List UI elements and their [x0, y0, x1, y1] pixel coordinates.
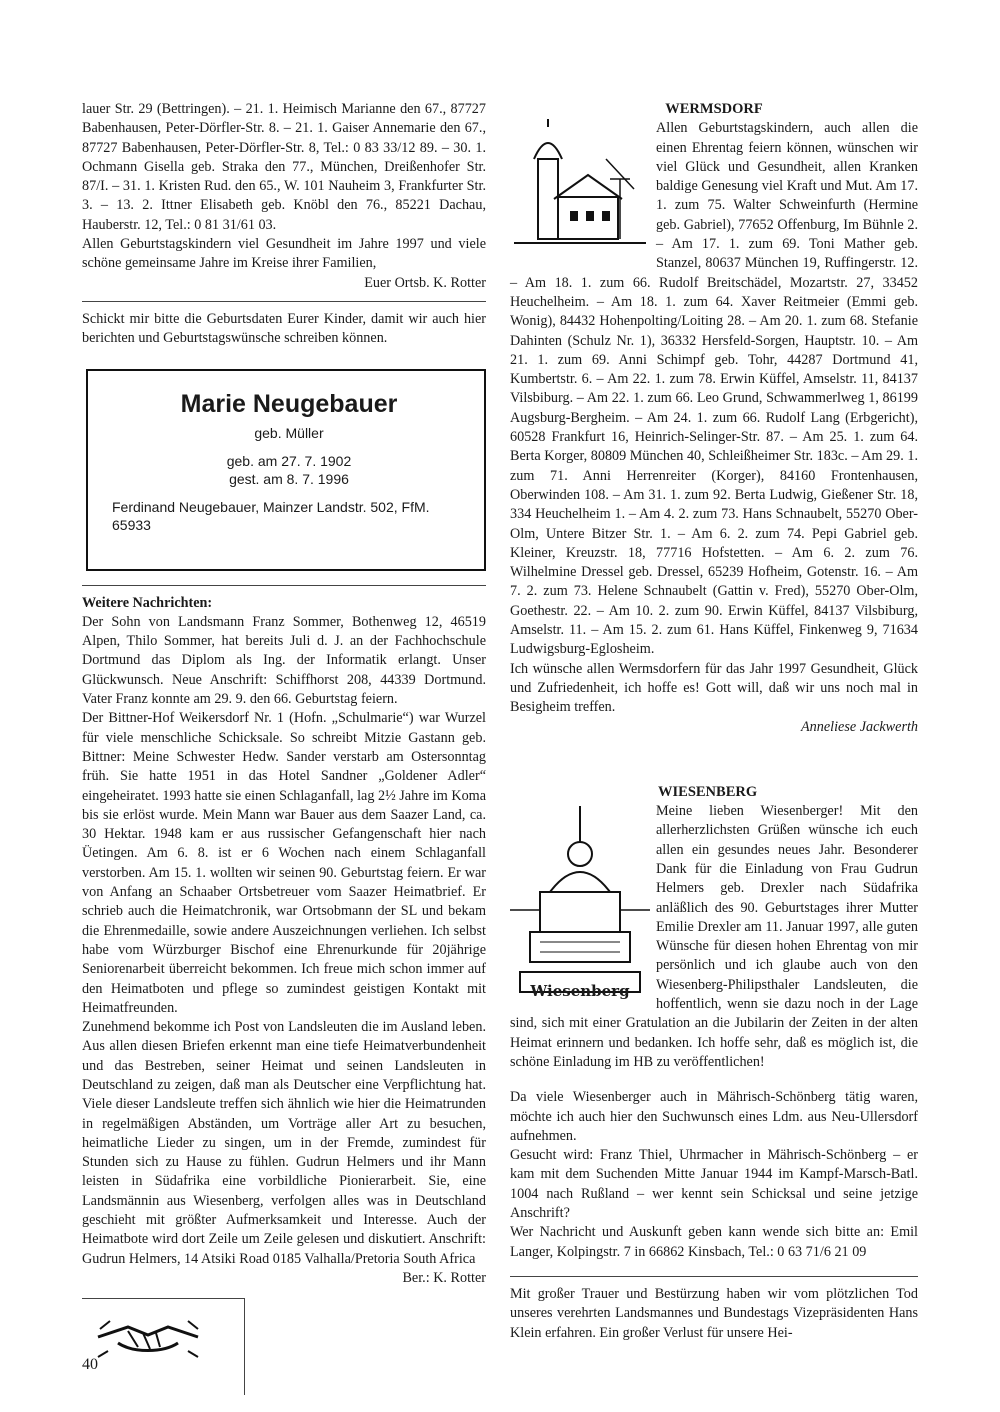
search-paragraph-2: Gesucht wird: Franz Thiel, Uhrmacher in Mährisch-Schönberg – er kam mit dem Suchenden Mitte Januar 1944 im Kampf-Marsch-Batl. 1004 nach Rußland – wer kennt sein Schicksal und seine jetzige Anschrift? [510, 1147, 918, 1222]
page-number: 40 [82, 1356, 98, 1373]
mourning-paragraph: Mit großer Trauer und Bestürzung haben wir vom plötzlichen Tod unseres verehrten Landsmannes und Bundestags Vizepräsidenten Hans Klein erfahren. Ein großer Verlust für unsere Hei- [510, 1285, 918, 1341]
monument-icon [510, 802, 650, 1002]
divider [510, 1276, 918, 1277]
obituary-name: Marie Neugebauer [180, 389, 398, 418]
left-column [82, 100, 486, 1395]
news-paragraph-1: Der Sohn von Landsmann Franz Sommer, Bothenweg 12, 46519 Alpen, Thilo Sommer, hat bereits Juli d. J. an der Fachhochschule Dortmund das Diplom als Ing. der Informatik erlangt. Unser Glückwunsch. Neue Anschrift: Schiffhorst 208, 44339 Dortmund. Vater Franz konnte am 29. 9. den 66. Geburtstag feiern. [82, 613, 486, 708]
wiesenberg-heading: WIESENBERG [658, 783, 758, 800]
divider [82, 585, 486, 586]
right-column [510, 100, 918, 1343]
request-paragraph: Schickt mir bitte die Geburtsdaten Eurer Kinder, damit wir auch hier berichten und Geburtstagswünsche schreiben können. [82, 310, 486, 347]
search-paragraph-3: Wer Nachricht und Auskunft geben kann wende sich bitte an: Emil Langer, Kolpingstr. 7 in 66862 Kinsbach, Tel.: 0 63 71/6 21 09 [510, 1224, 918, 1260]
wermsdorf-church-illustration [510, 119, 650, 255]
divider [82, 301, 486, 302]
wiesenberg-text: Meine lieben Wiesenberger! Mit den allerherzlichsten Grüßen wünsche ich euch allen ein gesundes neues Jahr. Besonderer Dank für die Einladung von Frau Gudrun Helmers geb. Drexler nach Südafrika anläßlich des 90. Geburtstages ihrer Mutter Emilie Drexler am 11. Januar 1997, alle guten Wünsche für diesen hohen Ehrentag von mir persönlich und ich glaube auch von den Wiesenberg-Philipsthaler Landsleuten, die hoffentlich, wenn sie dazu noch in der Lage sind, sich mit einer Gratulation an die Jubilarin der Zeiten in der alten Heimat erinnern und bedanken. Ich hoffe sehr, daß es möglich ist, die schöne Einladung im HB zu veröffentlichen! [510, 803, 918, 1070]
wiesenberg-monument-illustration [510, 802, 650, 1002]
news-paragraph-2: Der Bittner-Hof Weikersdorf Nr. 1 (Hofn. „Schulmarie“) war Wurzel für viele menschliche Schicksale. So schreibt Mitzie Gastann geb. Bittner: Meine Schwester Hedw. Sander verstarb am Ostersonntag früh. Sie hatte 1951 in das Hotel Sandner „Goldener Adler“ eingeheiratet. 1993 hatte sie einen Schlaganfall, lag 2½ Jahre im Koma bis sie erlöst wurde. Mein Mann war Bauer aus dem Saazer Land, ca. 30 Hektar. 1948 kam er aus russischer Gefangenschaft hier nach Üetingen. Am 6. 8. ist er 6 Wochen nach einem Schlaganfall verstorben. Am 15. 1. wollten wir seinen 90. Geburtstag feiern. Er war von Anfang an Schaaber Ortsbetreuer vom Saazer Heimatbrief. Er schrieb auch die Heimatchronik, war Ortsobmann der SL und bekam die Ehrenmedaille, sowie andere Auszeichnungen verliehen. Ich selbst habe vom Würzburger Bischof eine Ehrenurkunde für 20jährige Seniorenarbeit überreicht bekommen. Ich freue mich schon immer auf den Heimatboten und pflege so zumindest geistigen Kontakt mit Heimatfreunden. [82, 710, 486, 1016]
obituary-box [86, 369, 486, 571]
signature-ber-rotter: Ber.: K. Rotter [402, 1269, 486, 1286]
obituary-birth-name: geb. Müller [254, 424, 324, 441]
wiesenberg-caption: Wiesenberg [530, 982, 630, 1001]
news-paragraph-3: Zunehmend bekomme ich Post von Landsleuten die im Ausland leben. Aus allen diesen Briefen erkennt man eine tiefe Heimatverbundenheit und das Bestreben, seiner Heimat und seinen Landsleuten in Deutschland zu zeigen, daß man als Deutscher eine Verpflichtung hat. Viele dieser Landsleute treffen sich ähnlich wie hier die Heimatrunden in regelmäßigen Abständen, um Vorträge aller Art zu besuchen, heimatliche Lieder zu singen, um in der Fremde, zumindest für Stunden sich zu Hause zu fühlen. Gudrun Helmers und ihr Mann leisten in Südafrika eine vorbildliche Pionierarbeit. Sie, eine Landsmännin aus Wiesenberg, verfolgen alles was in Deutschland geschieht mit größter Aufmerksamkeit und Interesse. Auch der Heimatbote wird dort Zeile um Zeile gelesen und diskutiert. Anschrift: Gudrun Helmers, 14 Atsiki Road 0185 Valhalla/Pretoria South Africa [82, 1019, 486, 1267]
handshake-icon [88, 1307, 208, 1367]
birthday-wishes-paragraph: Allen Geburtstagskindern viel Gesundheit im Jahre 1997 und viele schöne gemeinsame Jahre im Kreise ihrer Familien, [82, 236, 486, 272]
signature-jackwerth: Anneliese Jackwerth [801, 718, 918, 735]
obituary-born: geb. am 27. 7. 1902 [226, 452, 352, 469]
obituary-address: Ferdinand Neugebauer, Mainzer Landstr. 502, FfM. 65933 [112, 498, 430, 533]
wermsdorf-text: Allen Geburtstagskindern, auch allen die einen Ehrentag feiern können, wünschen wir viel Glück und Gesundheit, allen Kranken baldige Genesung viel Kraft und Mut. Am 17. 1. zum 75. Walter Schweinfurth (Hermine geb. Gabriel), 77652 Offenburg, Im Bühnle 2. – Am 17. 1. zum 69. Toni Mather geb. Stanzel, 80637 München 19, Ruffingerstr. 12. – Am 18. 1. zum 66. Rudolf Breitschädel, Mozartstr. 27, 33452 Heuchelheim. – Am 18. 1. zum 64. Xaver Reitmeier (Emmi geb. Wonig), 84432 Hohenpolting/Loiting 28. – Am 20. 1. zum 68. Stefanie Dahinten (Schulz Nr. 1), 36332 Hersfeld-Sorgen, Hauptstr. 10. – Am 21. 1. zum 69. Anni Schimpf geb. Tohr, 44287 Dortmund 41, Kumbertstr. 6. – Am 22. 1. zum 78. Erwin Küffel, Amselstr. 11, 84137 Vilsbiburg. – Am 22. 1. zum 66. Leo Grund, Schwammerlweg 1, 86199 Augsburg-Bergheim. – Am 24. 1. zum 66. Rudolf Lang (Erbgericht), 60528 Frankfurt 16, Heinrich-Selinger-Str. 87. – Am 25. 1. zum 64. Berta Korger, 80809 München 40, Schleißheimer Str. 183c. – Am 29. 1. zum 71. Anni Herrenreiter (Korger), 84160 Frontenhausen, Oberwinden 108. – Am 31. 1. zum 92. Berta Ludwig, Gießener Str. 18, 334 Heuchelheim 1. – Am 4. 2. zum 73. Hans Schnaubelt, 55270 Ober-Olm, Untere Bitzer Str. 1. – Am 6. 2. zum 74. Pepi Gabriel geb. Kleiner, Kreuzstr. 18, 77716 Hofstetten. – Am 6. 2. zum 76. Wilhelmine Dressel geb. Dressel, 65239 Hofheim, Gotenstr. 16. – Am 7. 2. zum 73. Helene Schnaubelt (Gattin v. Fred), 55270 Ober-Olm, Goethestr. 22. – Am 10. 2. zum 90. Erwin Küffel, 84137 Vilsbiburg, Amselstr. 11. – Am 15. 2. zum 61. Hans Küffel, Finkenweg 9, 71634 Ludwigsburg-Eglosheim. [510, 120, 918, 658]
wermsdorf-closing: Ich wünsche allen Wermsdorfern für das Jahr 1997 Gesundheit, Glück und Zufriedenheit, ich hoffe es! Gott will, daß wir uns noch mal in Besigheim treffen. [510, 660, 918, 716]
obituary-died: gest. am 8. 7. 1996 [229, 470, 349, 487]
wermsdorf-heading: WERMSDORF [665, 101, 763, 117]
church-icon [510, 119, 650, 249]
news-heading: Weitere Nachrichten: [82, 594, 213, 611]
birthday-list-paragraph: lauer Str. 29 (Bettringen). – 21. 1. Heimisch Marianne den 67., 87727 Babenhausen, Peter-Dörfler-Str. 8. – 21. 1. Gaiser Annemarie den 67., 87727 Babenhausen, Peter-Dörfler-Str. 8, Tel.: 0 83 33/12 89. – 30. 1. Ochmann Gisella geb. Straka den 77., München, Dreißenhofer Str. 87/I. – 31. 1. Kristen Rud. den 65., W. 101 Nauheim 3, Frankfurter Str. 3. – 13. 2. Ittner Elisabeth geb. Knöbl den 76., 85221 Dachau, Hauberstr. 12, Tel.: 0 81 31/61 03. [82, 101, 486, 233]
signature-rotter: Euer Ortsb. K. Rotter [364, 274, 486, 291]
handshake-illustration-box [82, 1298, 245, 1395]
search-paragraph-1: Da viele Wiesenberger auch in Mährisch-Schönberg tätig waren, möchte ich auch hier den Suchwunsch eines Ldm. aus Neu-Ullersdorf aufnehmen. [510, 1089, 918, 1144]
